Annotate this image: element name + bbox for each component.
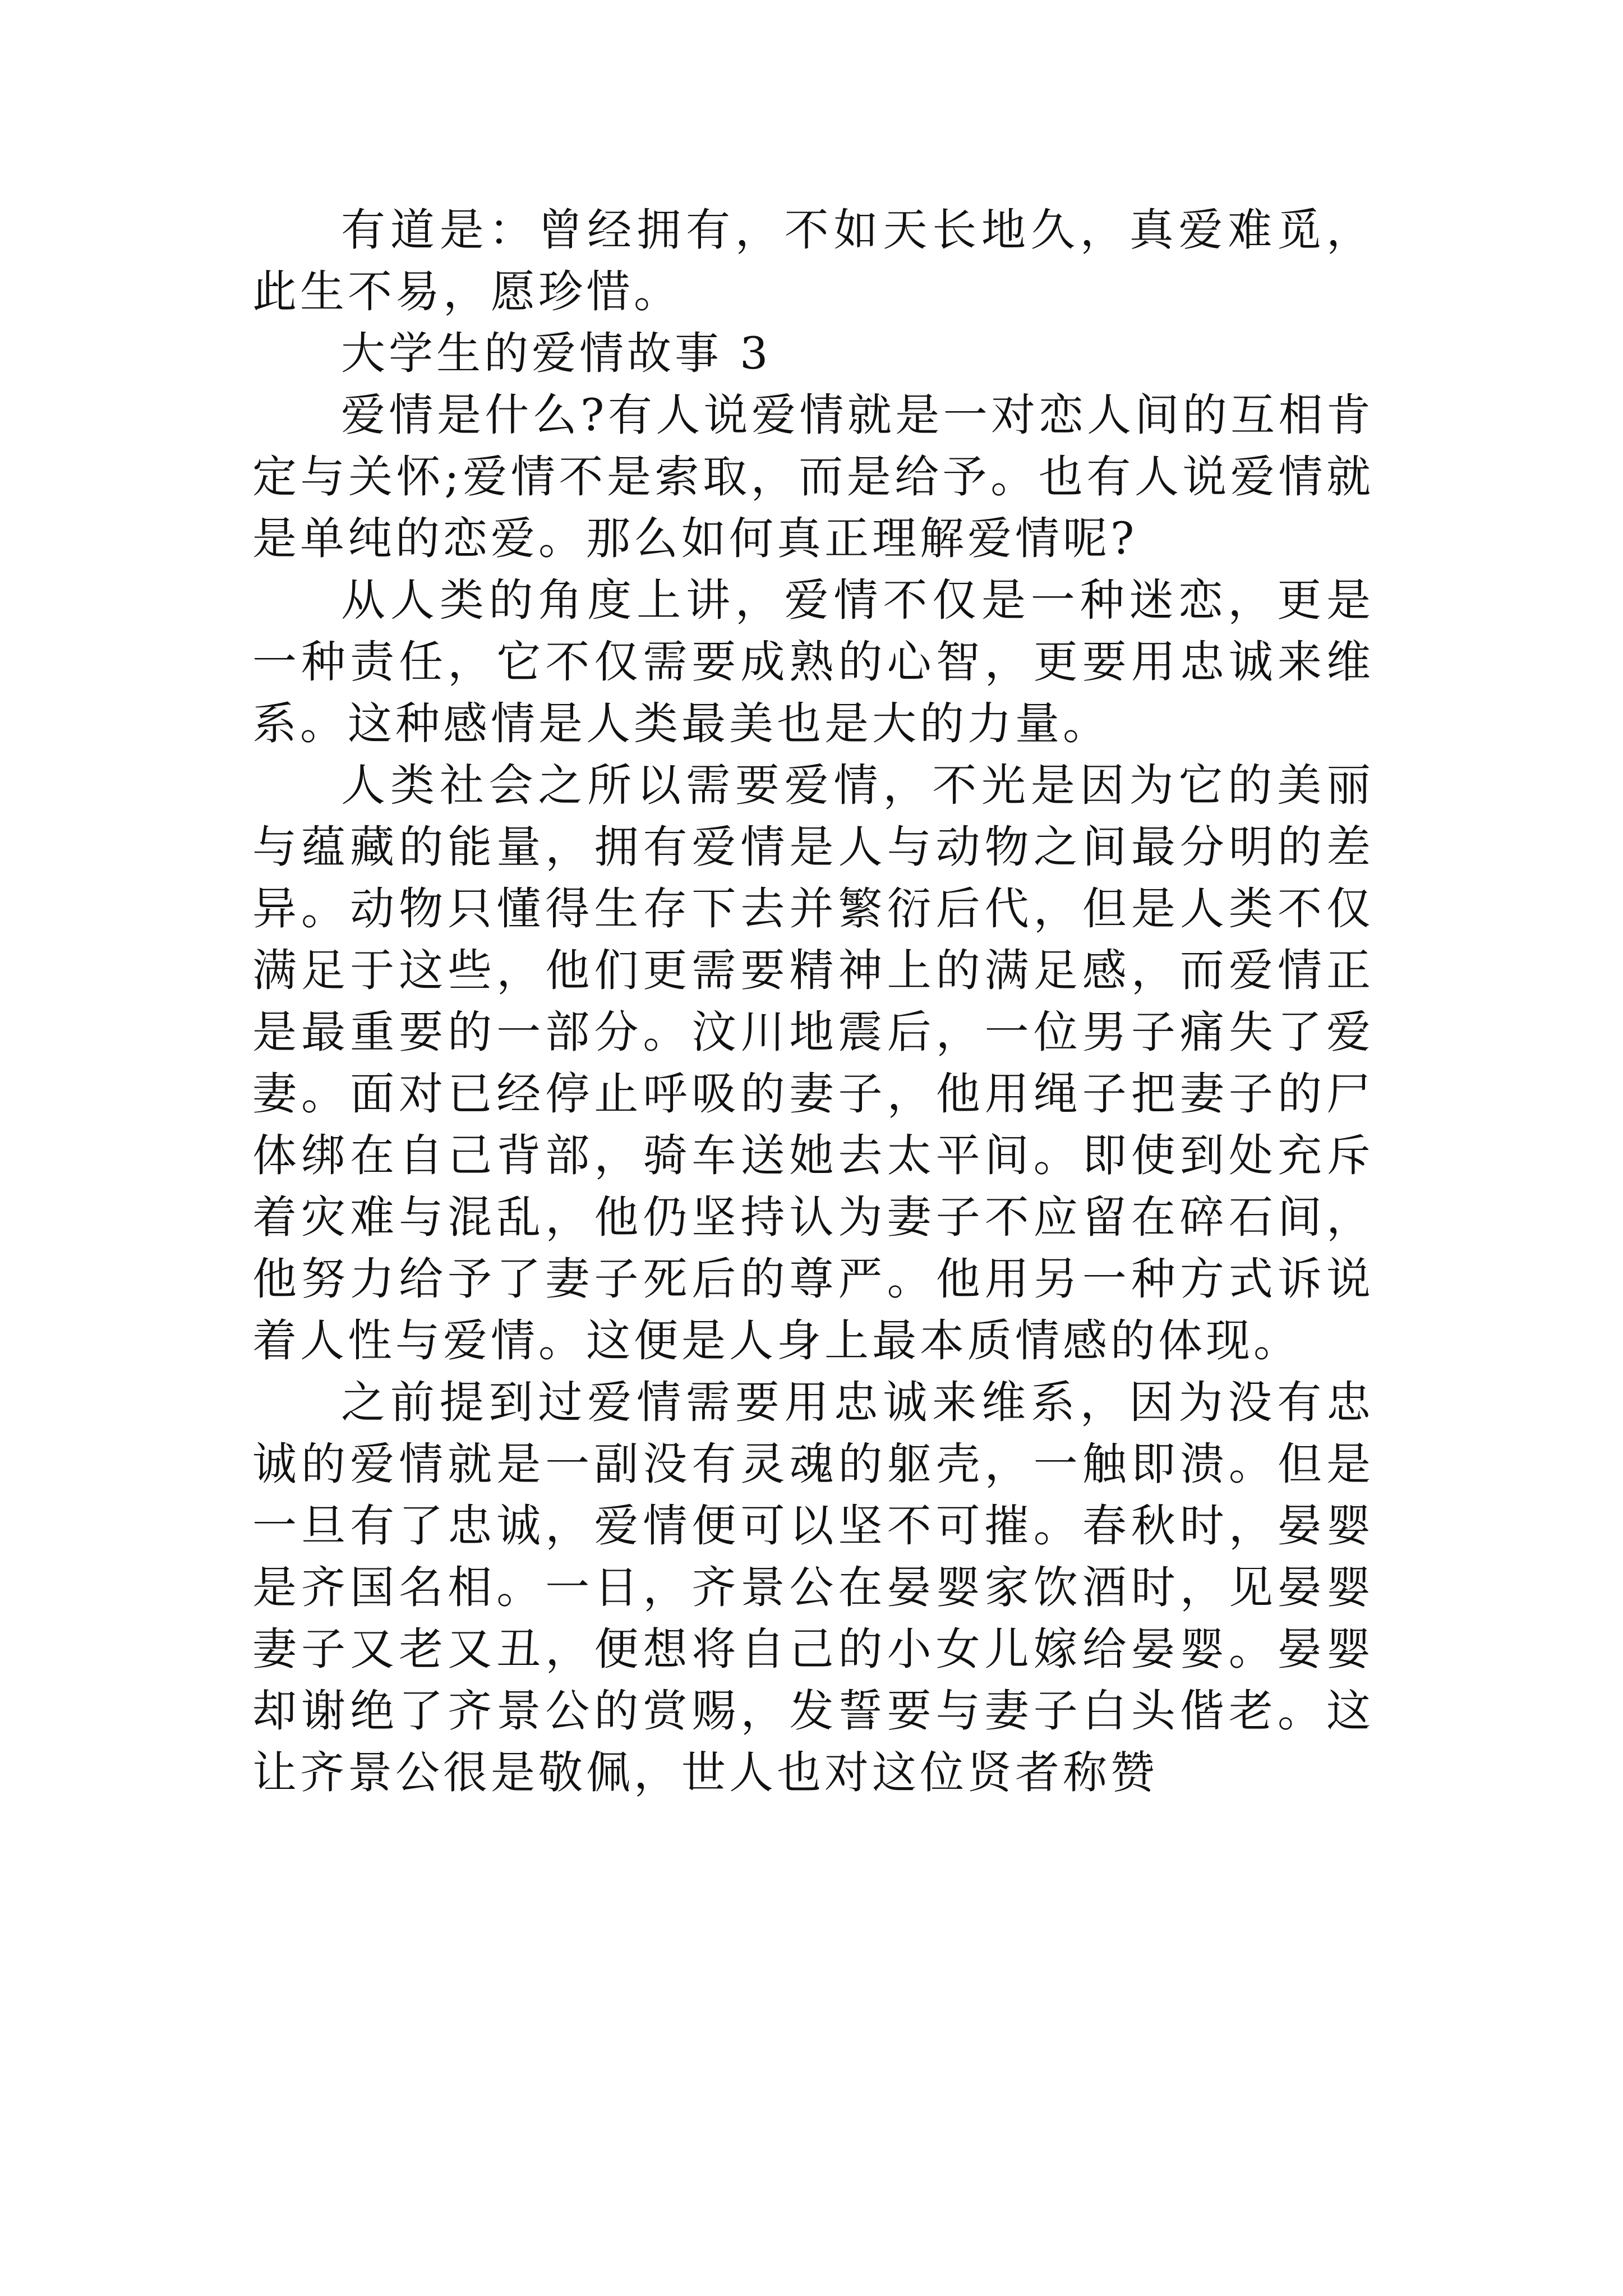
paragraph-human-perspective: 从人类的角度上讲，爱情不仅是一种迷恋，更是一种责任，它不仅需要成熟的心智，更要用忠诚来维系。这种感情是人类最美也是大的力量。 <box>252 574 1374 749</box>
paragraph-loyalty: 之前提到过爱情需要用忠诚来维系，因为没有忠诚的爱情就是一副没有灵魂的躯壳，一触即溃。但是一旦有了忠诚，爱情便可以坚不可摧。春秋时，晏婴是齐国名相。一日，齐景公在晏婴家饮酒时，见晏婴妻子又老又丑，便想将自己的小女儿嫁给晏婴。晏婴却谢绝了齐景公的赏赐，发誓要与妻子白头偕老。这让齐景公很是敬佩，世人也对这位贤者称赞 <box>252 1377 1374 1798</box>
paragraph-what-is-love: 爱情是什么?有人说爱情就是一对恋人间的互相肯定与关怀;爱情不是索取，而是给予。也有人说爱情就是单纯的恋爱。那么如何真正理解爱情呢? <box>252 389 1374 564</box>
section-heading: 大学生的爱情故事 3 <box>341 328 772 379</box>
document-body <box>252 199 1374 1803</box>
paragraph-closing-line: 有道是：曾经拥有，不如天长地久，真爱难觅，此生不易，愿珍惜。 <box>252 204 1374 318</box>
paragraph-society-needs-love: 人类社会之所以需要爱情，不光是因为它的美丽与蕴藏的能量，拥有爱情是人与动物之间最分明的差异。动物只懂得生存下去并繁衍后代，但是人类不仅满足于这些，他们更需要精神上的满足感，而爱情正是最重要的一部分。汶川地震后，一位男子痛失了爱妻。面对已经停止呼吸的妻子，他用绳子把妻子的尸体绑在自己背部，骑车送她去太平间。即使到处充斥着灾难与混乱，他仍坚持认为妻子不应留在碎石间，他努力给予了妻子死后的尊严。他用另一种方式诉说着人性与爱情。这便是人身上最本质情感的体现。 <box>252 760 1374 1366</box>
